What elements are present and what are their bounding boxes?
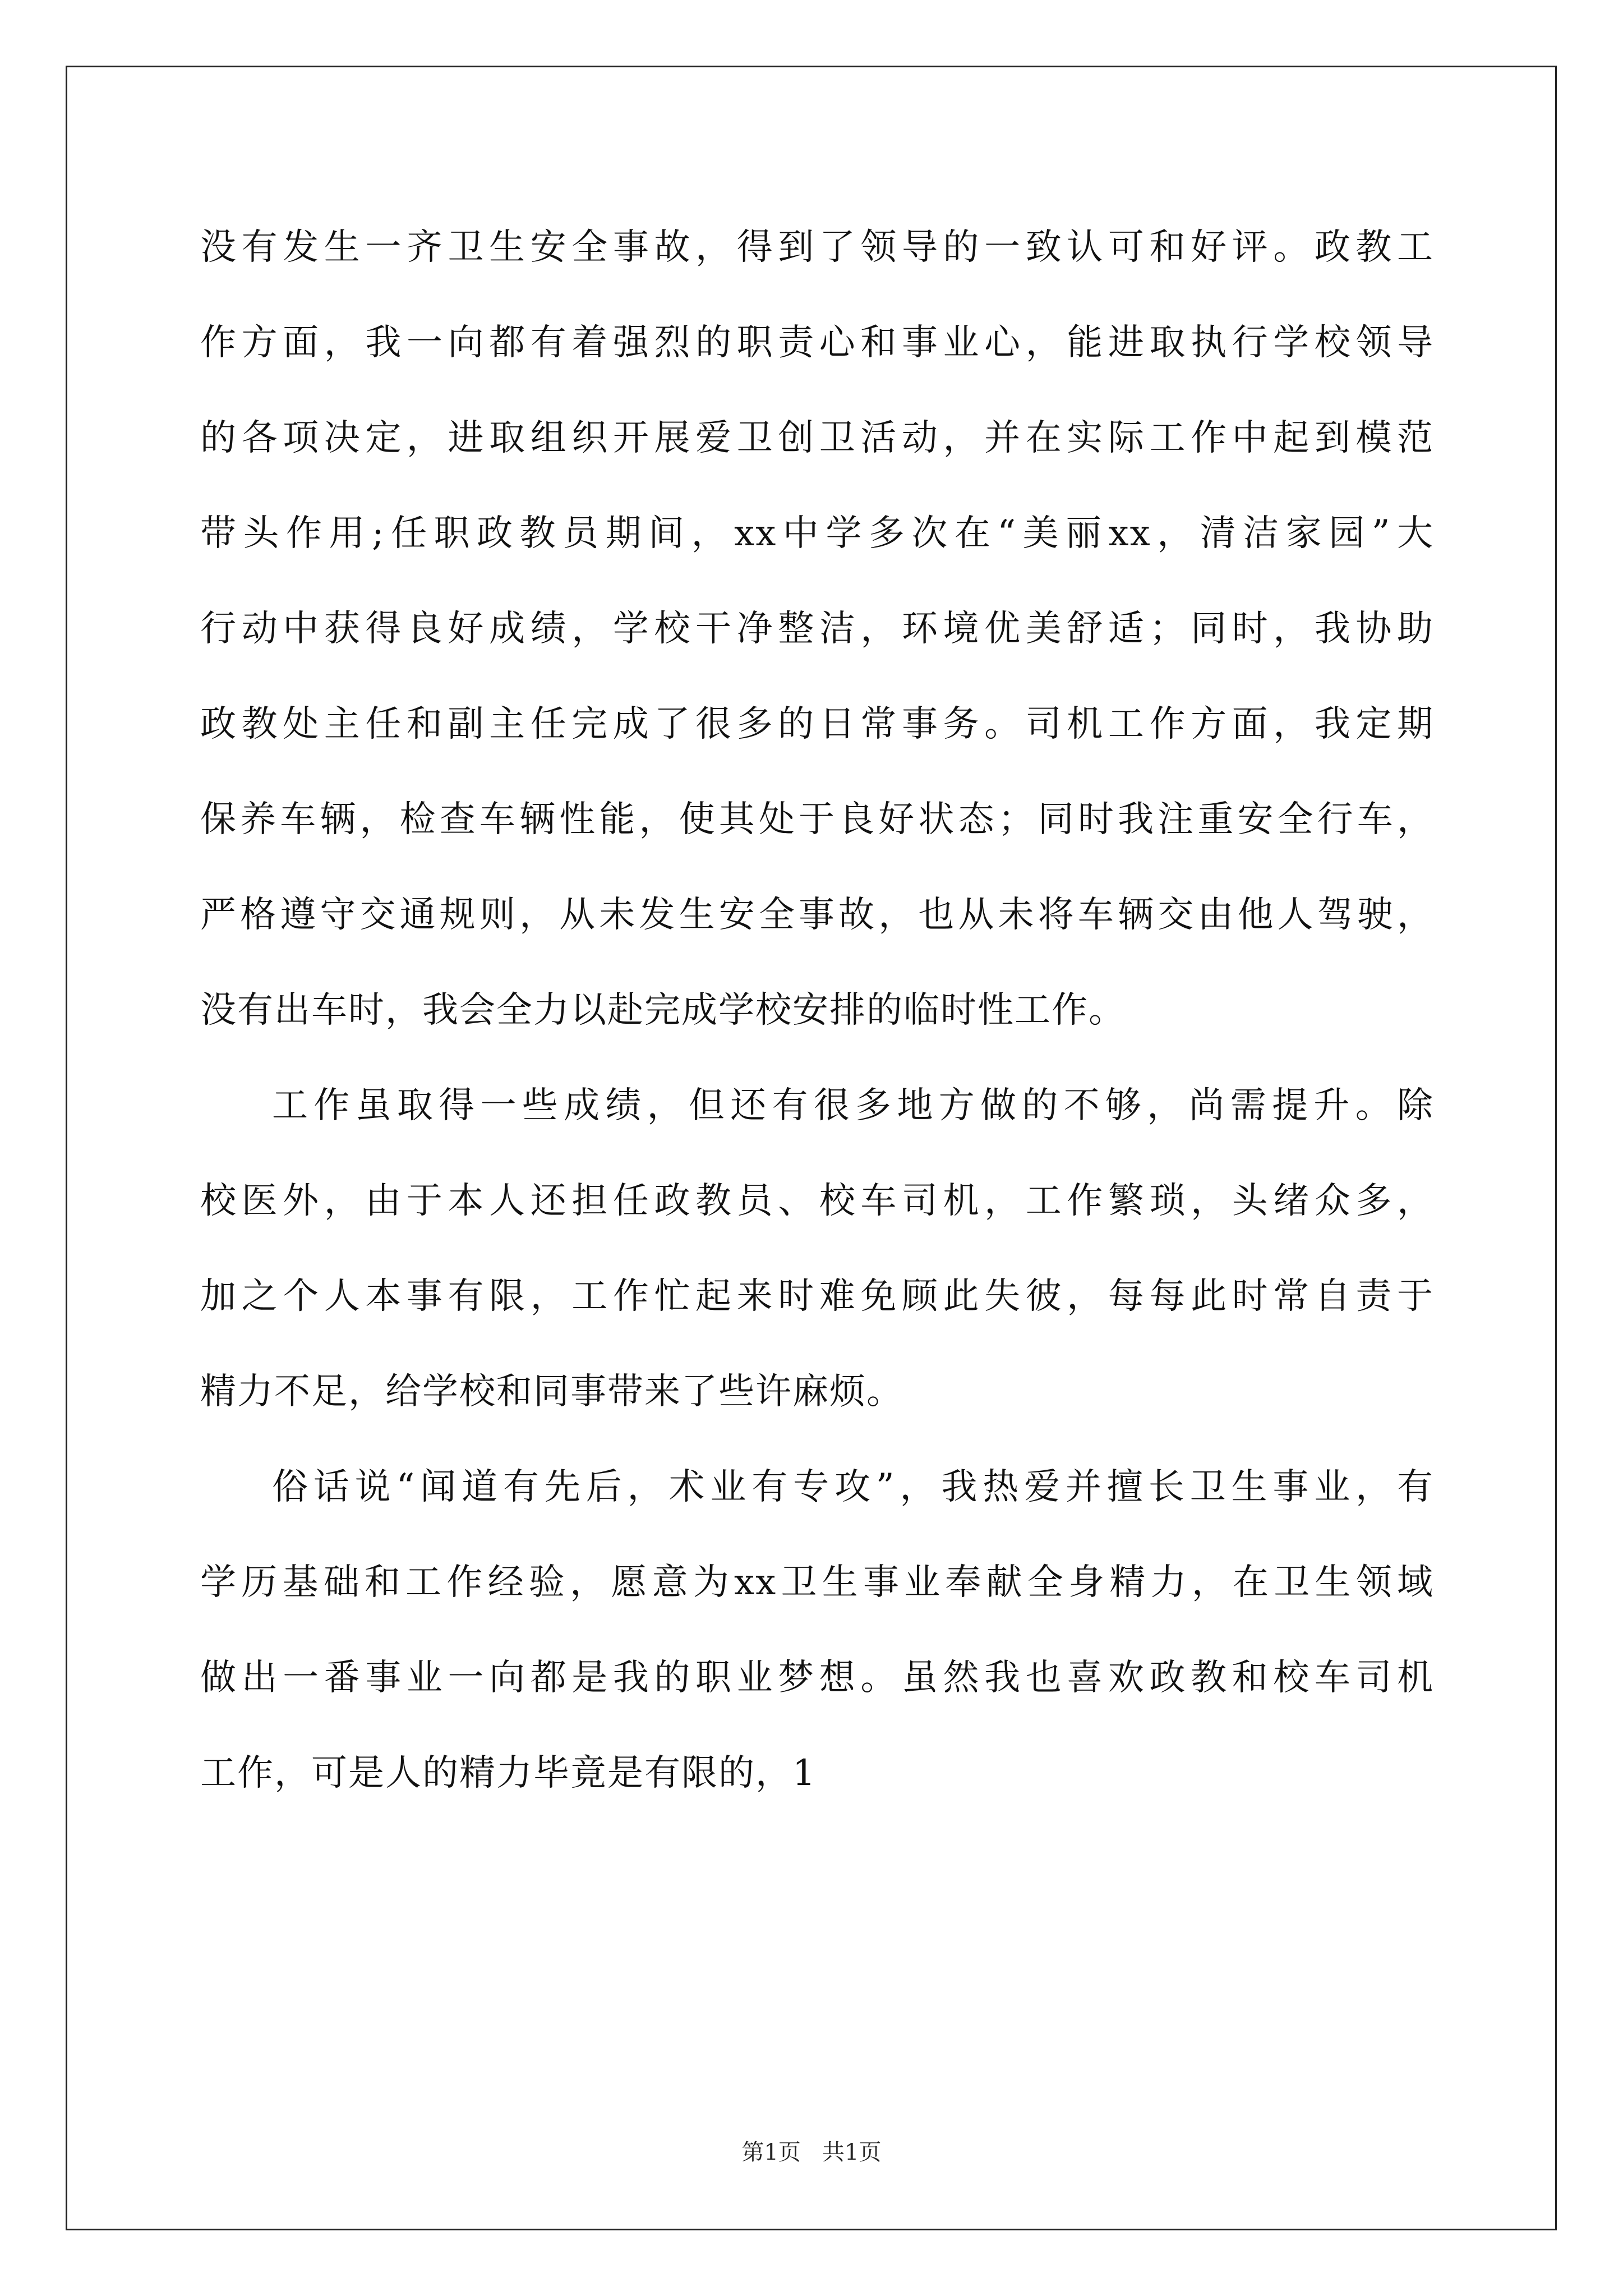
text-line: 作方面，我一向都有着强烈的职责心和事业心，能进取执行学校领导 — [200, 322, 1434, 364]
text-line: 政教处主任和副主任完成了很多的日常事务。司机工作方面，我定期 — [200, 703, 1434, 745]
page-number-footer: 第1页 共1页 — [741, 2139, 882, 2165]
paragraph-last-line: 工作，可是人的精力毕竟是有限的，1 — [200, 1752, 817, 1794]
document-body — [200, 222, 1434, 1843]
text-line: 的各项决定，进取组织开展爱卫创卫活动，并在实际工作中起到模范 — [200, 417, 1434, 459]
text-line: 严格遵守交通规则，从未发生安全事故，也从未将车辆交由他人驾驶， — [200, 894, 1434, 936]
text-line: 校医外，由于本人还担任政教员、校车司机，工作繁琐，头绪众多， — [200, 1180, 1434, 1222]
text-line: 带头作用;任职政教员期间，xx中学多次在“美丽xx，清洁家园”大 — [200, 513, 1434, 554]
paragraph-last-line: 精力不足，给学校和同事带来了些许麻烦。 — [200, 1371, 903, 1412]
text-line: 加之个人本事有限，工作忙起来时难免顾此失彼，每每此时常自责于 — [200, 1276, 1434, 1317]
text-line: 没有发生一齐卫生安全事故，得到了领导的一致认可和好评。政教工 — [200, 227, 1434, 268]
text-line: 保养车辆，检查车辆性能，使其处于良好状态；同时我注重安全行车， — [200, 799, 1434, 840]
text-line: 做出一番事业一向都是我的职业梦想。虽然我也喜欢政教和校车司机 — [200, 1657, 1434, 1699]
paragraph-first-line: 工作虽取得一些成绩，但还有很多地方做的不够，尚需提升。除 — [272, 1085, 1434, 1126]
paragraph-last-line: 没有出车时，我会全力以赴完成学校安排的临时性工作。 — [200, 990, 1126, 1031]
paragraph-first-line: 俗话说“闻道有先后，术业有专攻”，我热爱并擅长卫生事业，有 — [272, 1466, 1434, 1508]
text-line: 行动中获得良好成绩，学校干净整洁，环境优美舒适；同时，我协助 — [200, 608, 1434, 650]
text-line: 学历基础和工作经验，愿意为xx卫生事业奉献全身精力，在卫生领域 — [200, 1562, 1434, 1603]
